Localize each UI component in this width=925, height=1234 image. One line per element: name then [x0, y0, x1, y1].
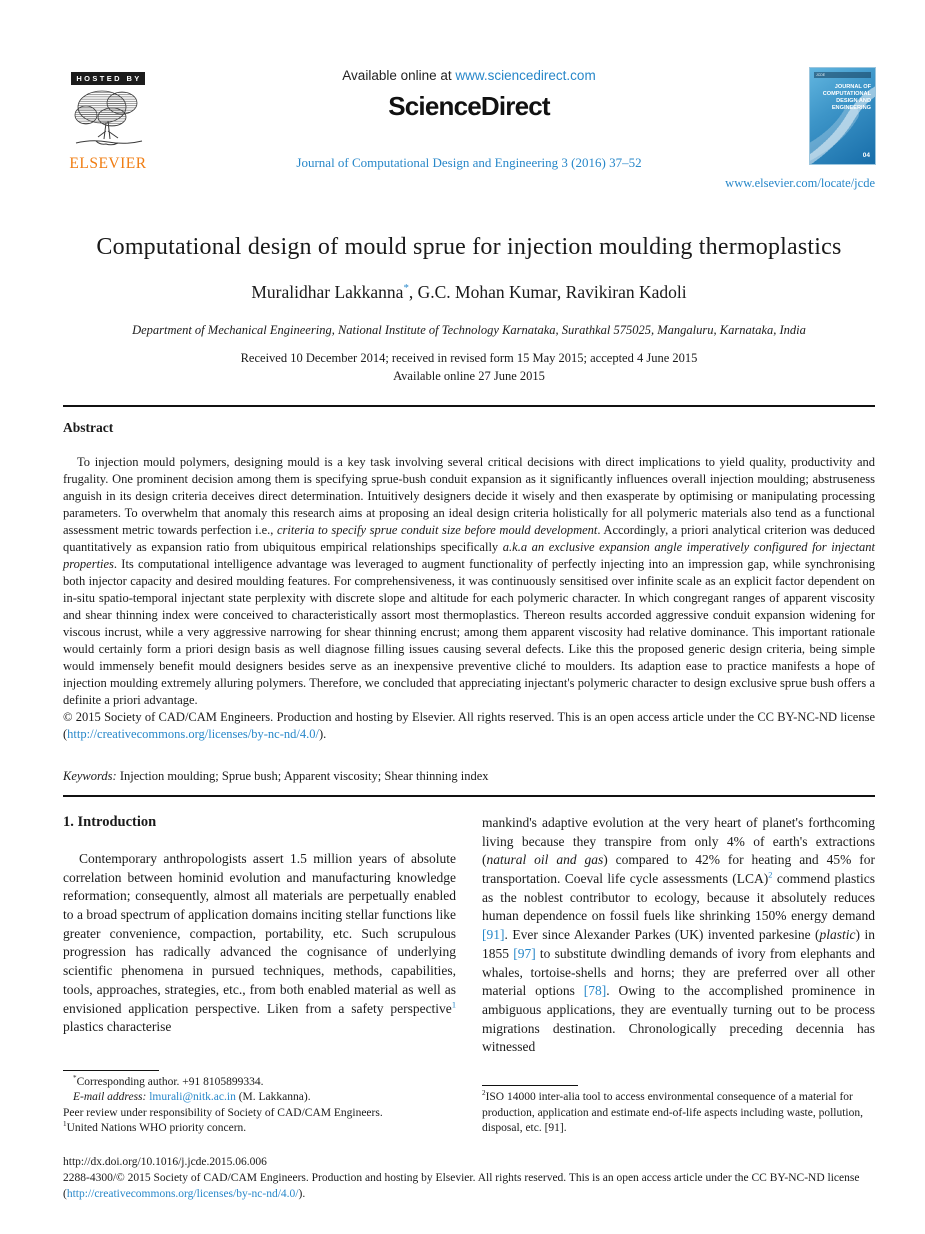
elsevier-locate-link[interactable]: www.elsevier.com/locate/jcde — [725, 176, 875, 190]
cover-title: JOURNAL OF COMPUTATIONAL DESIGN AND ENGINEERING — [822, 84, 871, 111]
inline-link[interactable]: [97] — [513, 945, 536, 961]
cover-issue-number: 04 — [862, 152, 870, 159]
inline-link[interactable]: http://creativecommons.org/licenses/by-nc-nd/4.0/ — [67, 727, 319, 741]
doi-link[interactable]: http://dx.doi.org/10.1016/j.jcde.2015.06.006 — [63, 1156, 267, 1168]
inline-link[interactable]: http://creativecommons.org/licenses/by-nc-nd/4.0/ — [66, 1187, 299, 1200]
text-run: Contemporary anthropologists assert 1.5 million years of absolute correlation between hominid evolution and manufacturing knowledge reformation; consequently, almost all materials are perpetually enabled to a broad spectrum of application domains inciting stellar functions like greater convenience, compaction, portability, etc. Such scrupulous progression has radically advanced the cognisance of underlying scientific phenomena in pursued techniques, methods, capabilities, tools, approaches, strategies, etc., from both enabled material as well as envisioned application perspective. Liken from a safety perspective — [63, 851, 456, 1016]
text-run: ). — [298, 1187, 306, 1200]
text-run: United Nations WHO priority concern. — [66, 1121, 247, 1134]
inline-link[interactable]: lmurali@nitk.ac.in — [149, 1091, 236, 1104]
text-run: . Accordingly, a priori analytical criterion was deduced quantitatively as expansion ratio from ubiquitous empirical relationships specifically — [63, 523, 875, 554]
body-columns — [63, 814, 875, 1136]
text-run: © 2015 Society of CAD/CAM Engineers. Production and hosting by Elsevier. All rights reserved. This is an open access article under the CC BY-NC-ND license ( — [63, 710, 875, 741]
paper-title: Computational design of mould sprue for injection moulding thermoplastics — [96, 234, 842, 260]
text-run: ) in 1855 — [482, 927, 875, 961]
right-footnotes — [482, 1077, 875, 1136]
text-run: . Owing to the accomplished prominence in ambiguous applications, they are eventually turning out to be process migrations destination. Chronologically preceding decennia has witnessed — [482, 983, 875, 1055]
inline-link[interactable]: 2 — [768, 870, 773, 880]
text-run: . Ever since Alexander Parkes (UK) invented parkesine ( — [504, 927, 820, 943]
text-run: Corresponding author. +91 8105899334. — [76, 1076, 264, 1089]
left-footnotes — [63, 1062, 456, 1136]
cover-topbar: JCDE — [814, 72, 871, 78]
inline-link[interactable]: [78] — [583, 983, 607, 999]
available-online-date: Available online 27 June 2015 — [393, 369, 545, 383]
right-column — [482, 814, 875, 1136]
text-run: natural oil and gas — [486, 852, 604, 868]
text-run: 2 — [482, 1089, 486, 1098]
text-run: a.k.a an exclusive expansion angle imperatively configured for injectant properties — [63, 540, 875, 571]
text-run: , G.C. Mohan Kumar, Ravikiran Kadoli — [408, 282, 687, 302]
rule-above-abstract — [63, 405, 875, 407]
sciencedirect-logo: ScienceDirect — [388, 91, 550, 121]
text-run: 1 — [63, 1120, 67, 1128]
text-run: 2288-4300/© 2015 Society of CAD/CAM Engineers. Production and hosting by Elsevier. All rights reserved. This is an open access article under the CC BY-NC-ND license ( — [63, 1171, 860, 1200]
text-run: (M. Lakkanna). — [235, 1091, 311, 1104]
text-run: mankind's adaptive evolution at the very heart of planet's forthcoming living because they transpire from only 4% of earth's extractions ( — [482, 815, 875, 868]
journal-cover-thumbnail — [810, 68, 875, 164]
footnote-2 — [482, 1090, 875, 1136]
journal-cover-block — [695, 68, 875, 191]
introduction-heading: 1. Introduction — [63, 814, 157, 830]
text-run: plastic — [819, 927, 856, 943]
title-block — [63, 234, 875, 384]
inline-link[interactable]: 1 — [451, 1000, 456, 1009]
footer-copyright — [63, 1171, 875, 1203]
text-run: ) compared to 42% for heating and 45% for transportation. Coeval life cycle assessments (LCA) — [482, 852, 876, 887]
masthead — [63, 68, 875, 198]
rule-below-keywords — [63, 795, 875, 797]
text-run: plastics characterise — [63, 1019, 172, 1035]
text-run: To injection mould polymers, designing mould is a key task involving several critical decisions with direct implications to yield quality, productivity and frugality. One prominent decision among them is specifying sprue-bush conduit expansion as it significantly influences overall injection moulding; abstruseness anguish in its design criteria deceives direct determination. Intuitively designers decide it wisely and then exasperate by optimising or manipulating processing parameters. To overwhelm that anomaly this research aims at proposing an ideal design criteria holistically for all polymeric materials also tend as a functional assessment metric towards perfection i.e., — [63, 455, 875, 537]
abstract-section — [63, 420, 875, 784]
hosted-by-badge: HOSTED BY — [71, 72, 144, 85]
left-column — [63, 814, 456, 1136]
text-run: to substitute dwindling demands of ivory from elephants and whales, tortoise-shells and horns; they are preferred over all other material options — [482, 945, 876, 999]
text-run: . Its computational intelligence advantage was leveraged to augment functionality of perfectly injecting into an impression gap, while synchronising both injector capacity and desired moulding features. For comprehensiveness, it was continuously sensitised over infinite scale as an explicit factor dependent on in-situ spatio-temporal injectant state perplexity with discrete slope and altitude for each polymeric character. In which congregant ranges of apparent viscosity and shear thinning index were conceived to characteristically assort most thermoplastics. Thereon results accorded aggressive conduit expansion widening for viscous incrust, while a very aggressive narrowing for shear thinning encrust; among them apparent viscosity had relative dominance. This important rationale would certainly form a priori design basis as well diagnose filling issues causing several defects. Like this the proposed generic design criteria, being simple would immensely benefit mould designers besides serve as an inexpensive preventive cliché to moulders. Its adaption ease to practice manifests a hope of injection moulding extremely alluring polymers. Therefore, we concluded that appreciating injectant's polymeric character to design exclusive sprue bush offers a definite a priori advantage. — [63, 557, 875, 707]
introduction-paragraph-right — [482, 814, 875, 1057]
text-run: * — [73, 1074, 77, 1083]
text-run: ISO 14000 inter-alia tool to access environmental consequence of a material for production, application and estimate end-of-life aspects including waste, pollution, disposal, etc. [91]. — [482, 1091, 863, 1134]
affiliation-line: Department of Mechanical Engineering, National Institute of Technology Karnataka, Surathkal 575025, Mangaluru, Karnataka, India — [132, 323, 806, 337]
footnote-corresponding-author — [63, 1075, 456, 1090]
introduction-paragraph-left — [63, 850, 456, 1037]
text-run: ). — [318, 727, 327, 741]
text-run: Injection moulding; Sprue bush; Apparent viscosity; Shear thinning index — [119, 769, 489, 783]
keywords-line — [63, 769, 875, 784]
text-run: Keywords: — [63, 769, 120, 783]
inline-link[interactable]: [91] — [482, 927, 505, 943]
abstract-body — [63, 454, 875, 709]
text-run: criteria to specify sprue conduit size before mould development — [276, 523, 598, 537]
footnote-rule-left — [63, 1070, 159, 1071]
available-online-text: Available online at — [342, 68, 456, 83]
abstract-heading: Abstract — [63, 420, 114, 435]
footnote-email — [63, 1090, 456, 1105]
abstract-copyright — [63, 709, 875, 743]
footnote-rule-right — [482, 1085, 578, 1086]
footnote-1 — [63, 1121, 456, 1136]
authors-line — [63, 282, 875, 303]
inline-link[interactable]: * — [403, 282, 409, 295]
text-run: E-mail address: — [73, 1091, 150, 1104]
journal-citation-link[interactable]: Journal of Computational Design and Engineering 3 (2016) 37–52 — [296, 155, 642, 170]
page-footer — [63, 1155, 875, 1203]
sciencedirect-url-link[interactable]: www.sciencedirect.com — [455, 68, 596, 83]
text-run: Peer review under responsibility of Society of CAD/CAM Engineers. — [63, 1106, 383, 1119]
text-run: commend plastics as the noblest contributor to ecology, because it absolutely reduces human dependence on fossil fuels like shrinking 150% energy demand — [482, 871, 875, 924]
received-dates-line: Received 10 December 2014; received in revised form 15 May 2015; accepted 4 June 2015 — [240, 351, 698, 365]
text-run: Muralidhar Lakkanna — [251, 282, 404, 302]
elsevier-wordmark: ELSEVIER — [69, 155, 147, 172]
footnote-peer-review — [63, 1106, 456, 1121]
